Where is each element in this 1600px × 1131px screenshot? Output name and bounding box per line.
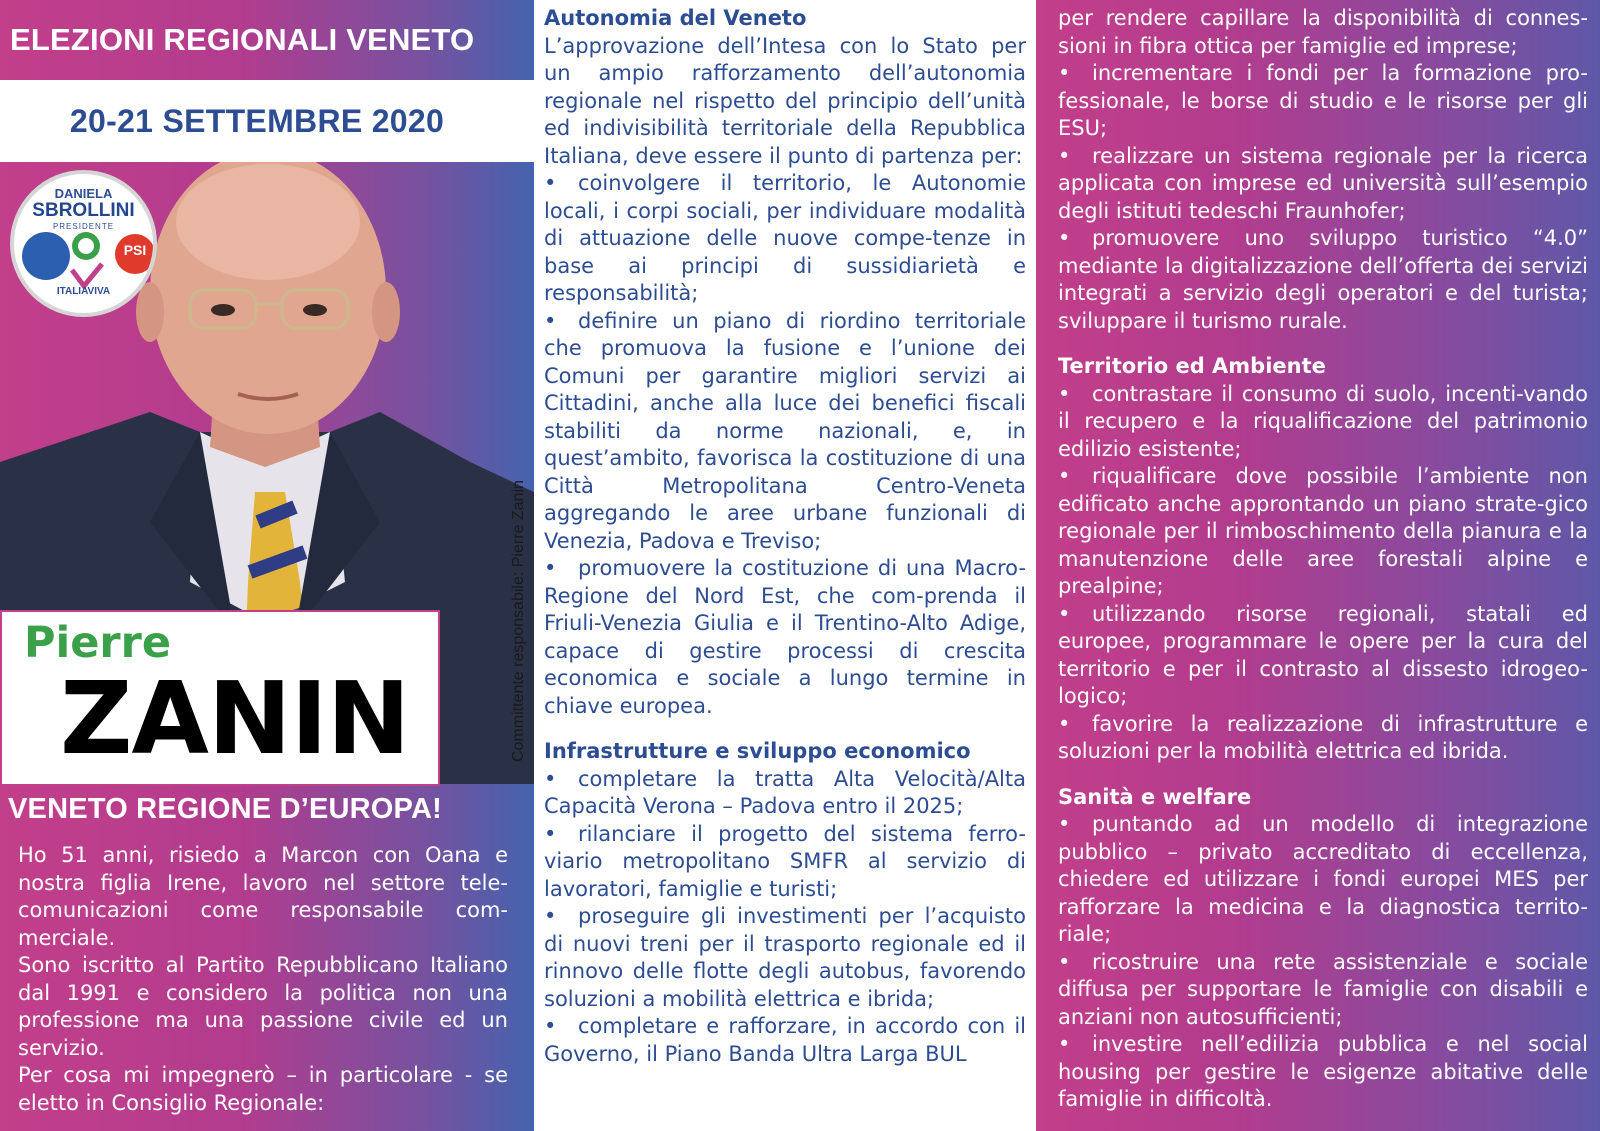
logo-italiaviva: ITALIAVIVA (56, 286, 111, 297)
intro-paragraph: L’approvazione dell’Intesa con lo Stato per un ampio rafforzamento dell’autonomia regionale nel rispetto del principio dell’unità ed indivisibilità territoriale della Repubblica Italiana, deve essere il punto di partenza per: (544, 33, 1026, 168)
section-title-territorio: Territorio ed Ambiente (1058, 354, 1326, 378)
right-column (1036, 0, 1600, 1131)
section-body-continued (1058, 5, 1588, 335)
bullet-item: • rilanciare il progetto del sistema ferro-viario metropolitano SMFR al servizio di lavoratori, famiglie e turisti; (544, 821, 1026, 901)
bullet-item: • investire nell’edilizia pubblica e nel social housing per gestire le esigenze abitative delle famiglie in difficoltà. (1058, 1032, 1588, 1111)
section-body-territorio (1058, 381, 1588, 766)
left-panel (0, 0, 534, 1131)
logo-psi: PSI (123, 242, 147, 258)
bullet-item: • contrastare il consumo di suolo, incenti-vando il recupero e la riqualificazione del patrimonio edilizio esistente; (1058, 381, 1588, 461)
committente-credit: Committente responsabile: Pierre Zanin (510, 480, 527, 762)
section-title-autonomia: Autonomia del Veneto (544, 6, 807, 30)
bullet-item: • promuovere uno sviluppo turistico “4.0” mediante la digitalizzazione dell’offerta dei servizi integrati a servizio degli operatori e del turista; sviluppare il turismo rurale. (1058, 226, 1588, 333)
continued-paragraph: per rendere capillare la disponibilità di connes-sioni in fibra ottica per famiglie ed imprese; (1058, 6, 1588, 58)
middle-column (534, 0, 1036, 1131)
bullet-item: • promuovere la costituzione di una Macro-Regione del Nord Est, che com-prenda il Friuli-Venezia Giulia e il Trentino-Alto Adige, capace di gestire processi di crescita economica e sociale a lungo termine in chiave europea. (544, 556, 1026, 718)
logo-presidente: PRESIDENTE (52, 222, 115, 231)
bullet-item: • realizzare un sistema regionale per la ricerca applicata con imprese ed università sull’esempio degli istituti tedeschi Fraunhofer; (1058, 143, 1588, 223)
section-title-sanita: Sanità e welfare (1058, 784, 1252, 809)
bullet-item: • utilizzando risorse regionali, statali ed europee, programmare le opere per la cura del territorio e per il contrasto al dissesto idrogeo-logico; (1058, 601, 1588, 708)
candidate-bio (18, 842, 508, 1117)
section-body-infrastrutture (544, 766, 1026, 1069)
election-date: 20-21 SETTEMBRE 2020 (0, 80, 534, 162)
bullet-item: • ricostruire una rete assistenziale e sociale diffusa per supportare le famiglie con disabili e anziani non autosufficienti; (1058, 949, 1588, 1029)
bullet-item: • completare la tratta Alta Velocità/Alta Capacità Verona – Padova entro il 2025; (544, 766, 1026, 818)
candidate-first-name: Pierre (24, 618, 171, 668)
section-title-infrastrutture: Infrastrutture e sviluppo economico (544, 739, 971, 763)
bio-paragraph: Sono iscritto al Partito Repubblicano Italiano dal 1991 e considero la politica non una professione ma una passione civile ed un servizio. (18, 953, 508, 1060)
section-body-sanita (1058, 811, 1588, 1114)
bullet-item: • favorire la realizzazione di infrastrutture e soluzioni per la mobilità elettrica ed ibrida. (1058, 711, 1588, 763)
bullet-item: • proseguire gli investimenti per l’acquisto di nuovi treni per il trasporto regionale ed il rinnovo delle flotte degli autobus, favorendo soluzioni a mobilità elettrica e ibrida; (544, 904, 1026, 1011)
candidate-last-name: ZANIN (60, 660, 410, 777)
logo-name-last: SBROLLINI (32, 200, 135, 221)
section-body-autonomia (544, 33, 1026, 721)
logo-name-first: DANIELA (54, 186, 113, 201)
candidate-name-box (0, 610, 440, 786)
bullet-item: • completare e rafforzare, in accordo con il Governo, il Piano Banda Ultra Larga BUL (544, 1014, 1026, 1066)
bio-paragraph: Per cosa mi impegnerò – in particolare - se eletto in Consiglio Regionale: (18, 1063, 508, 1115)
election-title: ELEZIONI REGIONALI VENETO (10, 22, 475, 57)
bullet-item: • puntando ad un modello di integrazione pubblico – privato accreditato di eccellenza, chiedere ed utilizzare i fondi europei MES per rafforzare la medicina e la diagnostica territo-riale; (1058, 812, 1588, 946)
bullet-item: • definire un piano di riordino territoriale che promuova la fusione e l’unione dei Comuni per garantire migliori servizi ai Cittadini, anche alla luce dei benefici fiscali stabiliti da norme nazionali, e, in quest’ambito, favorisca la costituzione di una Città Metropolitana Centro-Veneta aggregando le aree urbane funzionali di Venezia, Padova e Treviso; (544, 308, 1026, 553)
bullet-item: • riqualificare dove possibile l’ambiente non edificato anche approntando un piano strate-gico regionale per il rimboschimento della pianura e la manutenzione delle aree forestali alpine e prealpine; (1058, 464, 1588, 598)
coalition-logo (10, 170, 157, 317)
bullet-item: • coinvolgere il territorio, le Autonomie locali, i corpi sociali, per individuare modalità di attuazione delle nuove compe-tenze in base ai principi di sussidiarietà e responsabilità; (544, 171, 1026, 305)
slogan: VENETO REGIONE D’EUROPA! (8, 793, 442, 825)
bio-paragraph: Ho 51 anni, risiedo a Marcon con Oana e nostra figlia Irene, lavoro nel settore tele-comunicazioni come responsabile com-merciale. (18, 843, 508, 950)
bullet-item: • incrementare i fondi per la formazione pro-fessionale, le borse di studio e le risorse per gli ESU; (1058, 61, 1588, 140)
